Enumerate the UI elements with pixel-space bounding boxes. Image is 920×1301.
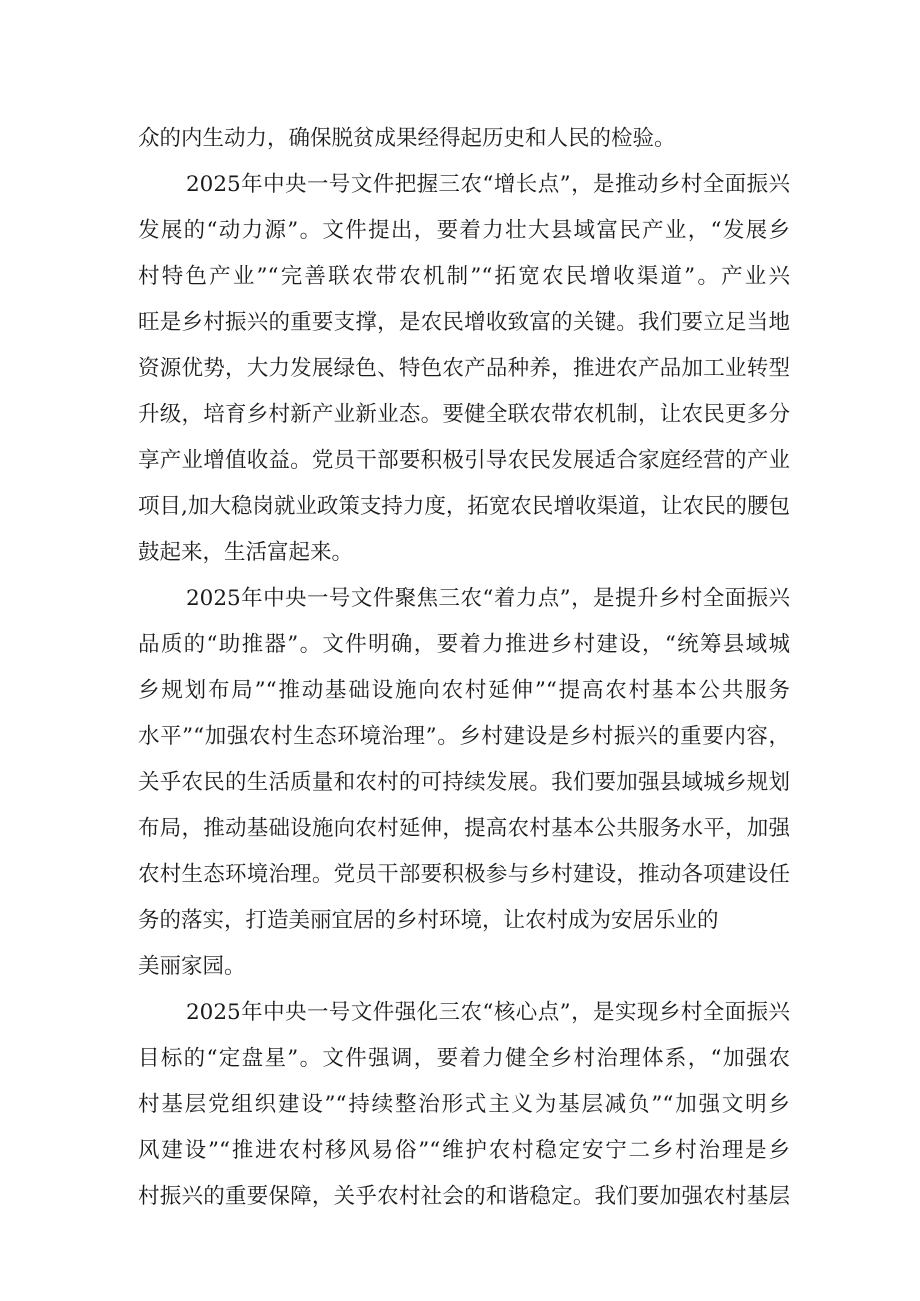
text-line: 村特色产业”“完善联农带农机制”“拓宽农民增收渠道”。产业兴 xyxy=(138,264,790,289)
text-line: 发展的“动力源”。文件提出，要着力壮大县域富民产业，“发展乡 xyxy=(138,218,790,243)
text-line: 风建设”“推进农村移风易俗”“维护农村稳定安宁二乡村治理是乡 xyxy=(138,1138,790,1163)
text-line: 务的落实，打造美丽宜居的乡村环境，让农村成为安居乐业的 xyxy=(138,908,719,933)
text-line: 美丽家园。 xyxy=(138,954,246,979)
text-line: 品质的“助推器”。文件明确，要着力推进乡村建设，“统筹县域城 xyxy=(138,632,790,657)
text-line: 村基层党组织建设”“持续整治形式主义为基层减负”“加强文明乡 xyxy=(138,1092,790,1117)
paragraph-first-line: 2025年中央一号文件强化三农“核心点”，是实现乡村全面振兴 xyxy=(186,1000,790,1025)
text-line: 旺是乡村振兴的重要支撑，是农民增收致富的关键。我们要立足当地 xyxy=(138,310,790,335)
text-line: 目标的“定盘星”。文件强调，要着力健全乡村治理体系，“加强农 xyxy=(138,1046,790,1071)
text-line: 村振兴的重要保障，关乎农村社会的和谐稳定。我们要加强农村基层 xyxy=(138,1184,790,1209)
text-line: 鼓起来，生活富起来。 xyxy=(138,540,354,565)
text-line: 关乎农民的生活质量和农村的可持续发展。我们要加强县域城乡规划 xyxy=(138,770,790,795)
text-line: 项目,加大稳岗就业政策支持力度，拓宽农民增收渠道，让农民的腰包 xyxy=(138,494,790,519)
text-line: 众的内生动力，确保脱贫成果经得起历史和人民的检验。 xyxy=(138,126,676,151)
text-line: 资源优势，大力发展绿色、特色农产品种养，推进农产品加工业转型 xyxy=(138,356,790,381)
text-line: 乡规划布局”“推动基础设施向农村延伸”“提高农村基本公共服务 xyxy=(138,678,790,703)
text-line: 水平”“加强农村生态环境治理”。乡村建设是乡村振兴的重要内容， xyxy=(138,724,790,749)
text-line: 农村生态环境治理。党员干部要积极参与乡村建设，推动各项建设任 xyxy=(138,862,790,887)
paragraph-first-line: 2025年中央一号文件把握三农“增长点”，是推动乡村全面振兴 xyxy=(186,172,790,197)
text-line: 布局，推动基础设施向农村延伸，提高农村基本公共服务水平，加强 xyxy=(138,816,790,841)
text-line: 享产业增值收益。党员干部要积极引导农民发展适合家庭经营的产业 xyxy=(138,448,790,473)
paragraph-first-line: 2025年中央一号文件聚焦三农“着力点”，是提升乡村全面振兴 xyxy=(186,586,790,611)
text-line: 升级，培育乡村新产业新业态。要健全联农带农机制，让农民更多分 xyxy=(138,402,790,427)
